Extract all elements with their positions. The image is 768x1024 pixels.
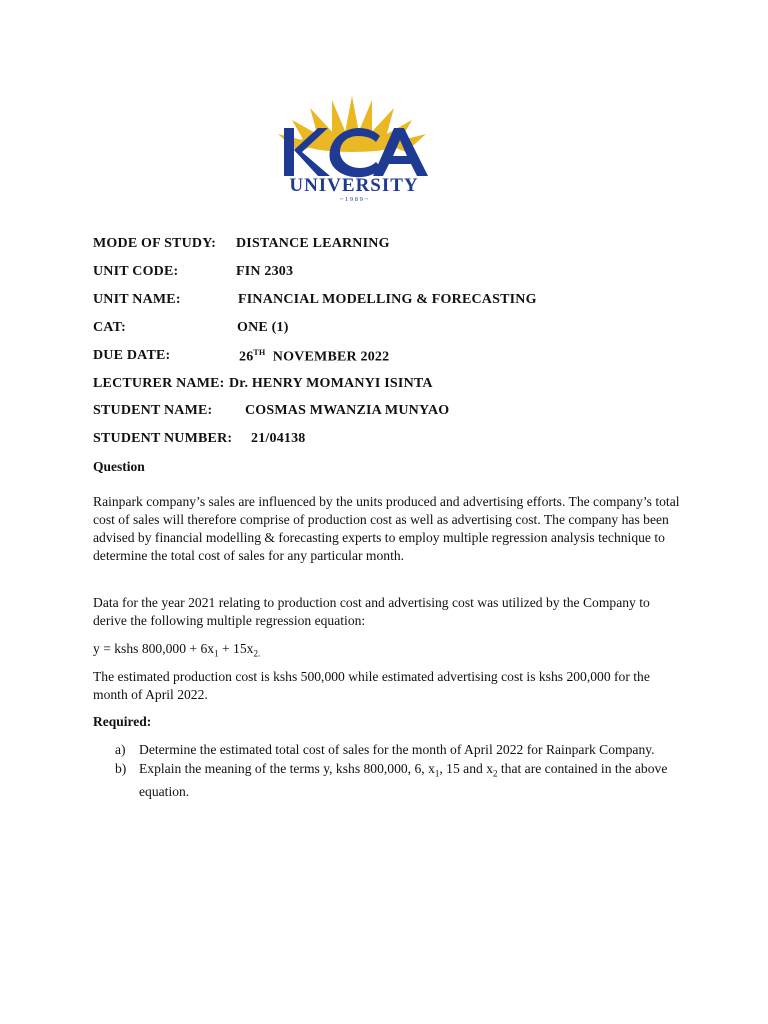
unit-code-row <box>93 264 294 280</box>
item-b-part-3: that are contained in the above equation. <box>139 761 668 799</box>
list-marker-a: a) <box>115 742 126 757</box>
due-date-row <box>93 348 390 365</box>
lecturer-row <box>93 376 433 392</box>
list-marker-b: b) <box>115 761 127 776</box>
student-number-value: 21/04138 <box>251 431 306 446</box>
cat-row <box>93 320 289 336</box>
required-heading: Required: <box>93 714 152 729</box>
student-number-row <box>93 431 306 447</box>
lecturer-label: LECTURER NAME: <box>93 376 225 391</box>
item-b-part-1: Explain the meaning of the terms y, kshs 800,000, 6, x <box>139 761 435 776</box>
equation-part-2: + 15x <box>218 641 254 656</box>
item-b-subscript-2: 2 <box>493 768 498 779</box>
question-paragraph-2: Data for the year 2021 relating to production cost and advertising cost was utilized by the Company to derive the following multiple regression equation: <box>93 595 650 628</box>
due-date-label: DUE DATE: <box>93 348 171 363</box>
due-day: 26 <box>239 349 254 365</box>
list-item <box>93 741 683 759</box>
student-number-label: STUDENT NUMBER: <box>93 431 233 446</box>
question-paragraph-1: Rainpark company’s sales are influenced by the units produced and advertising efforts. The company’s total cost of sales will therefore comprise of production cost as well as advertising cost. The company has been advised by financial modelling & forecasting experts to employ multiple regression analysis technique to determine the total cost of sales for any particular month. <box>93 494 680 563</box>
student-name-value: COSMAS MWANZIA MUNYAO <box>245 403 450 418</box>
unit-name-value: FINANCIAL MODELLING & FORECASTING <box>238 292 537 307</box>
equation-part-1: y = kshs 800,000 + 6x <box>93 641 215 656</box>
list-item <box>93 760 683 801</box>
lecturer-value: Dr. HENRY MOMANYI ISINTA <box>229 376 433 391</box>
student-name-label: STUDENT NAME: <box>93 403 213 418</box>
unit-name-label: UNIT NAME: <box>93 292 181 307</box>
cat-value: ONE (1) <box>237 320 289 335</box>
student-name-row <box>93 403 450 419</box>
mode-of-study-row <box>93 236 390 252</box>
due-date-value <box>239 348 389 366</box>
kca-university-logo <box>262 90 446 202</box>
item-b-part-2: , 15 and x <box>439 761 493 776</box>
question-heading: Question <box>93 459 145 474</box>
mode-of-study-label: MODE OF STUDY: <box>93 236 217 251</box>
mode-of-study-value: DISTANCE LEARNING <box>236 236 390 251</box>
question-paragraph-3: The estimated production cost is kshs 500,000 while estimated advertising cost is kshs 200,000 for the month of April 2022. <box>93 669 650 702</box>
item-b-subscript-1: 1 <box>434 768 440 779</box>
equation-subscript-2: 2. <box>253 648 261 659</box>
regression-equation <box>93 640 683 663</box>
due-month-year: NOVEMBER 2022 <box>272 349 390 365</box>
unit-code-value: FIN 2303 <box>236 264 294 279</box>
unit-code-label: UNIT CODE: <box>93 264 179 279</box>
list-item-a-text: Determine the estimated total cost of sales for the month of April 2022 for Rainpark Company. <box>139 742 655 757</box>
logo-subtitle: UNIVERSITY <box>289 175 419 196</box>
logo-year: ~ 1 9 8 9 ~ <box>339 196 369 202</box>
equation-subscript-1: 1 <box>214 648 219 659</box>
cat-label: CAT: <box>93 320 126 335</box>
required-list <box>93 741 683 802</box>
list-item-b-text <box>139 761 667 799</box>
due-day-suffix: TH <box>253 348 266 357</box>
unit-name-row <box>93 292 537 308</box>
